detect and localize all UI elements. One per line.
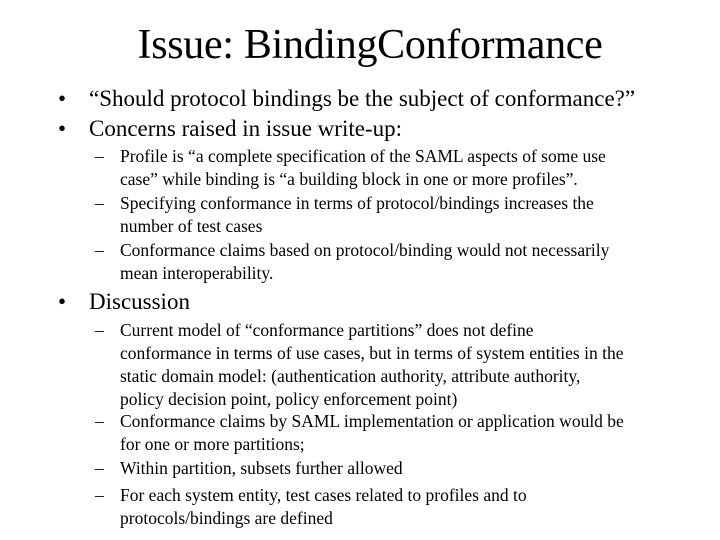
sub-bullet-text: [120, 457, 710, 480]
bullet-marker: •: [58, 116, 67, 141]
dash-marker: –: [95, 240, 104, 260]
text-line: Profile is “a complete specification of the SAML aspects of some use: [120, 146, 606, 166]
bullet-text: Concerns raised in issue write-up:: [89, 116, 402, 141]
text-line: Specifying conformance in terms of protocol/bindings increases the: [120, 193, 594, 213]
text-line: case” while binding is “a building block in one or more profiles”.: [120, 169, 578, 189]
dash-marker: –: [95, 485, 104, 505]
bullet-text: Discussion: [89, 289, 190, 314]
text-line: number of test cases: [120, 216, 263, 236]
text-line: policy decision point, policy enforcement point): [120, 389, 458, 409]
bullet-marker: •: [58, 289, 67, 314]
slide-title: Issue: BindingConformance: [137, 22, 603, 68]
dash-marker: –: [95, 411, 104, 431]
bullet-text: “Should protocol bindings be the subject of conformance?”: [89, 86, 636, 111]
sub-bullet-text: [120, 410, 710, 456]
bullet-marker: •: [58, 86, 67, 111]
sub-bullet-text: [120, 145, 710, 191]
dash-marker: –: [95, 320, 104, 340]
sub-bullet-text: [120, 319, 710, 411]
text-line: Conformance claims based on protocol/binding would not necessarily: [120, 240, 610, 260]
text-line: Within partition, subsets further allowed: [120, 458, 403, 478]
sub-bullet-text: [120, 192, 710, 238]
text-line: Current model of “conformance partitions” does not define: [120, 320, 534, 340]
text-line: for one or more partitions;: [120, 434, 305, 454]
text-line: Conformance claims by SAML implementation or application would be: [120, 411, 624, 431]
text-line: conformance in terms of use cases, but in terms of system entities in the: [120, 343, 624, 363]
dash-marker: –: [95, 458, 104, 478]
sub-bullet-text: [120, 484, 710, 530]
text-line: static domain model: (authentication authority, attribute authority,: [120, 366, 581, 386]
sub-bullet-text: [120, 239, 710, 285]
text-line: protocols/bindings are defined: [120, 508, 333, 528]
text-line: For each system entity, test cases related to profiles and to: [120, 485, 527, 505]
dash-marker: –: [95, 193, 104, 213]
text-line: mean interoperability.: [120, 263, 274, 283]
dash-marker: –: [95, 146, 104, 166]
